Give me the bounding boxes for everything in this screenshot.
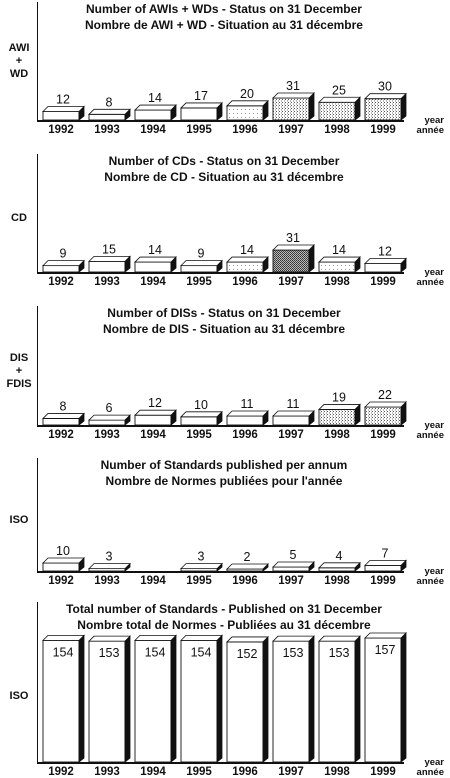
bar-side [217,635,222,762]
x-tick-label: 1992 [48,276,74,288]
x-tick-label: 1994 [140,575,166,587]
bar-value-label: 6 [105,401,113,416]
x-tick-label: 1996 [232,276,258,288]
bar-side [401,633,406,762]
bar-value-label: 14 [148,91,162,106]
x-axis-title-en: year [424,267,444,278]
x-tick-label: 1998 [324,124,350,136]
bar-value-label: 9 [59,246,67,261]
bar-top [365,633,406,638]
bar-value-label: 10 [56,544,70,558]
chart-title: Number of Standards published per annum [100,458,348,472]
bar-value-label: 3 [105,549,113,564]
x-axis-title [408,758,444,778]
x-axis-title-fr: année [416,125,444,136]
x-tick-label: 1993 [94,276,120,288]
bar-top [89,636,130,641]
bar-value-label: 152 [236,646,258,661]
x-tick-label: 1992 [48,575,74,587]
bar-value-label: 8 [59,399,67,414]
bar-value-label: 25 [332,83,346,98]
x-tick-label: 1996 [232,124,258,136]
chart-title: Number of DISs - Status on 31 December [107,306,341,320]
chart-subtitle: Nombre total de Normes - Publiées au 31 décembre [77,618,371,632]
bar-value-label: 19 [332,390,346,405]
x-tick-label: 1993 [94,575,120,587]
chart-title: Number of CDs - Status on 31 December [108,154,340,168]
chart-title: Number of AWIs + WDs - Status on 31 December [86,2,362,16]
x-tick-label: 1999 [370,766,396,778]
bar-value-label: 154 [144,645,166,660]
bar-value-label: 153 [328,646,350,661]
bar-value-label: 2 [243,550,251,564]
bar-value-label: 11 [286,397,300,411]
x-tick-label: 1998 [324,429,350,441]
x-tick-label: 1996 [232,429,258,441]
x-tick-label: 1992 [48,766,74,778]
x-tick-label: 1995 [186,276,212,288]
x-tick-label: 1994 [140,766,166,778]
bar-value-label: 17 [194,88,208,103]
chart-subtitle: Nombre de CD - Situation au 31 décembre [104,170,344,184]
chart-subtitle: Nombre de Normes publiées pour l'année [105,474,343,488]
x-tick-label: 1992 [48,124,74,136]
bar-value-label: 14 [148,243,162,258]
x-axis-title-en: year [424,566,444,577]
x-tick-label: 1997 [278,276,304,288]
bar-value-label: 20 [240,86,254,101]
x-axis-title-en: year [424,757,444,768]
bar-value-label: 30 [378,79,392,94]
bar-side [79,635,84,762]
x-tick-label: 1997 [278,575,304,587]
bar-value-label: 154 [52,645,74,660]
bar-value-label: 31 [286,231,300,245]
x-tick-label: 1993 [94,124,120,136]
x-tick-label: 1998 [324,276,350,288]
bar-value-label: 14 [240,243,254,258]
bar-value-label: 3 [197,549,205,564]
bar-value-label: 22 [378,388,392,402]
x-tick-label: 1997 [278,429,304,441]
bar-value-label: 5 [289,548,297,562]
bar-side [355,636,360,762]
bar-value-label: 14 [332,243,346,258]
bar-value-label: 153 [98,646,120,661]
x-tick-label: 1994 [140,429,166,441]
bar-top [43,635,84,640]
bar-value-label: 12 [56,92,70,107]
bar-top [227,637,268,642]
x-tick-label: 1998 [324,575,350,587]
bar-value-label: 15 [102,242,116,257]
x-tick-label: 1996 [232,766,258,778]
chart-subtitle: Nombre de AWI + WD - Situation au 31 décembre [85,18,363,32]
bar-value-label: 31 [286,79,300,93]
x-axis-title-fr: année [416,767,444,778]
chart-title: Total number of Standards - Published on 31 December [66,602,382,616]
y-axis-label: DIS + FDIS [6,352,32,390]
x-tick-label: 1994 [140,124,166,136]
x-axis-title-fr: année [416,430,444,441]
bar-value-label: 154 [190,645,212,660]
y-axis-label: AWI + WD [8,42,30,80]
x-tick-label: 1997 [278,766,304,778]
y-axis-label: ISO [9,514,29,526]
chart-subtitle: Nombre de DIS - Situation au 31 décembre [102,322,346,336]
bar-value-label: 157 [374,643,396,657]
x-tick-label: 1999 [370,429,396,441]
x-tick-label: 1995 [186,124,212,136]
x-tick-label: 1999 [370,124,396,136]
y-axis-label: ISO [9,690,29,702]
bar-value-label: 12 [378,244,392,259]
x-tick-label: 1992 [48,429,74,441]
x-axis-title-en: year [424,420,444,431]
bar-top [181,635,222,640]
bar-value-label: 7 [381,546,389,561]
x-axis-title-fr: année [416,576,444,587]
bar-value-label: 4 [335,548,343,563]
bar-side [171,635,176,762]
x-tick-label: 1997 [278,124,304,136]
x-tick-label: 1999 [370,575,396,587]
x-axis-title-fr: année [416,277,444,288]
bar-top [273,636,314,641]
bar-side [263,637,268,762]
x-tick-label: 1995 [186,429,212,441]
x-tick-label: 1994 [140,276,166,288]
bar-value-label: 9 [197,246,205,261]
x-tick-label: 1999 [370,276,396,288]
bar-value-label: 11 [240,397,254,411]
bar-side [309,636,314,762]
bar-top [135,635,176,640]
x-tick-label: 1998 [324,766,350,778]
bar-value-label: 153 [282,646,304,661]
x-axis-title-en: year [424,115,444,126]
x-tick-label: 1993 [94,429,120,441]
y-axis-label: CD [11,212,27,224]
bar-value-label: 12 [148,396,162,411]
bar-value-label: 8 [105,95,113,110]
bar-top [319,636,360,641]
x-tick-label: 1996 [232,575,258,587]
x-tick-label: 1995 [186,766,212,778]
x-tick-label: 1995 [186,575,212,587]
bar-value-label: 10 [194,397,208,412]
x-tick-label: 1993 [94,766,120,778]
bar-side [125,636,130,762]
